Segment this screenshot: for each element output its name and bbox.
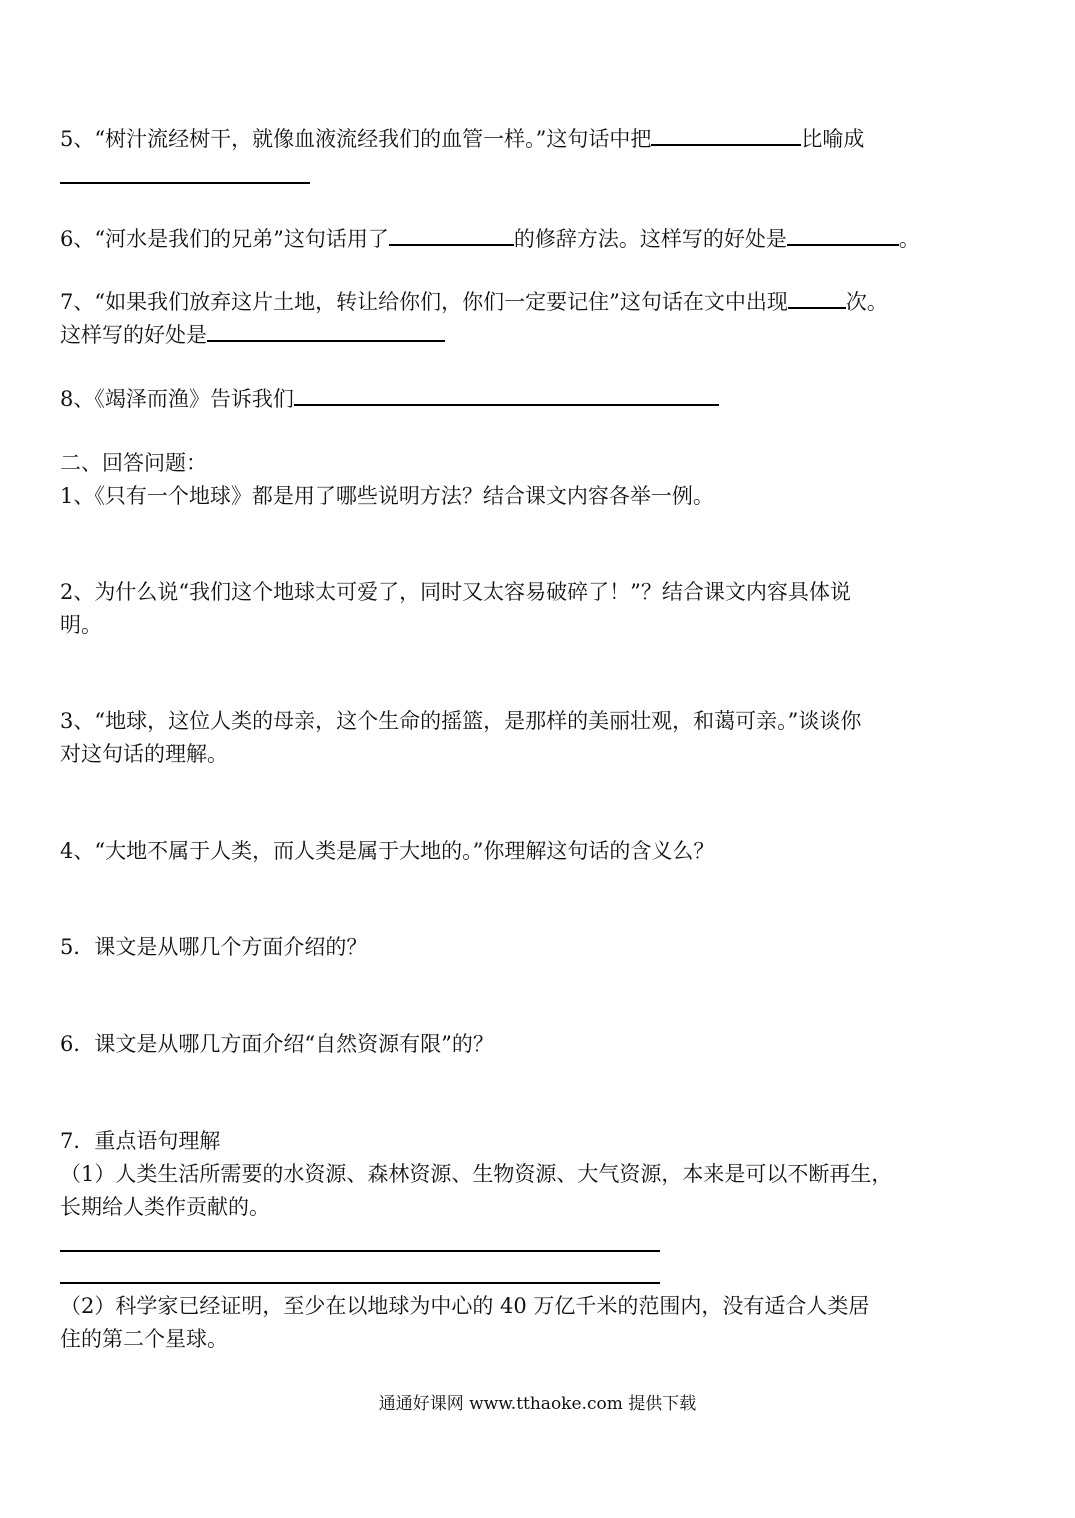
q5-blank-1 — [651, 122, 801, 146]
q6-text-3: 。 — [898, 227, 920, 251]
q8-text: 8、《竭泽而渔》告诉我们 — [60, 387, 294, 411]
q6-blank-1 — [389, 222, 514, 246]
answer-question-6: 6．课文是从哪几方面介绍“自然资源有限”的？ — [60, 1032, 494, 1056]
fill-in-question-7 — [60, 285, 1020, 318]
q5-text-2: 比喻成 — [801, 127, 865, 151]
answer-question-4: 4、“大地不属于人类，而人类是属于大地的。”你理解这句话的含义么？ — [60, 839, 715, 863]
page-footer: 通通好课网 www.tthaoke.com 提供下载 — [378, 1394, 697, 1414]
q7-blank-2 — [207, 318, 445, 342]
answer-question-2-line-2: 明。 — [60, 613, 102, 637]
q6-text-1: 6、“河水是我们的兄弟”这句话用了 — [60, 227, 389, 251]
q7-text-1: 7、“如果我们放弃这片土地，转让给你们，你们一定要记住”这句话在文中出现 — [60, 290, 788, 314]
q5-blank-2 — [60, 182, 310, 184]
fill-in-question-7-line-2 — [60, 318, 1020, 351]
answer-line-1 — [60, 1250, 660, 1252]
answer-question-5: 5．课文是从哪几个方面介绍的？ — [60, 935, 368, 959]
q8-blank — [294, 382, 719, 406]
q7-sentence-2-line-2: 住的第二个星球。 — [60, 1327, 228, 1351]
answer-question-3-line-1: 3、“地球，这位人类的母亲，这个生命的摇篮，是那样的美丽壮观，和蔼可亲。”谈谈你 — [60, 709, 862, 733]
answer-question-2-line-1: 2、为什么说“我们这个地球太可爱了，同时又太容易破碎了！”？结合课文内容具体说 — [60, 580, 851, 604]
answer-question-3-line-2: 对这句话的理解。 — [60, 742, 228, 766]
q6-blank-2 — [787, 222, 899, 246]
q7-text-3: 这样写的好处是 — [60, 323, 207, 347]
q7-text-2: 次。 — [845, 290, 888, 314]
q7-sentence-1-line-1: （1）人类生活所需要的水资源、森林资源、生物资源、大气资源，本来是可以不断再生， — [60, 1162, 893, 1186]
answer-question-7: 7．重点语句理解 — [60, 1129, 221, 1153]
fill-in-question-5 — [60, 122, 1020, 155]
q7-sentence-1-line-2: 长期给人类作贡献的。 — [60, 1195, 270, 1219]
answer-line-2 — [60, 1282, 660, 1284]
fill-in-question-6 — [60, 222, 1020, 255]
q7-blank-1 — [788, 285, 846, 309]
q7-sentence-2-line-1: （2）科学家已经证明，至少在以地球为中心的 40 万亿千米的范围内，没有适合人类居 — [60, 1294, 870, 1318]
q5-text-1: 5、“树汁流经树干，就像血液流经我们的血管一样。”这句话中把 — [60, 127, 652, 151]
answer-question-1: 1、《只有一个地球》都是用了哪些说明方法？结合课文内容各举一例。 — [60, 484, 714, 508]
section-2-heading: 二、回答问题： — [60, 451, 207, 475]
q6-text-2: 的修辞方法。这样写的好处是 — [513, 227, 787, 251]
fill-in-question-8 — [60, 382, 1020, 415]
